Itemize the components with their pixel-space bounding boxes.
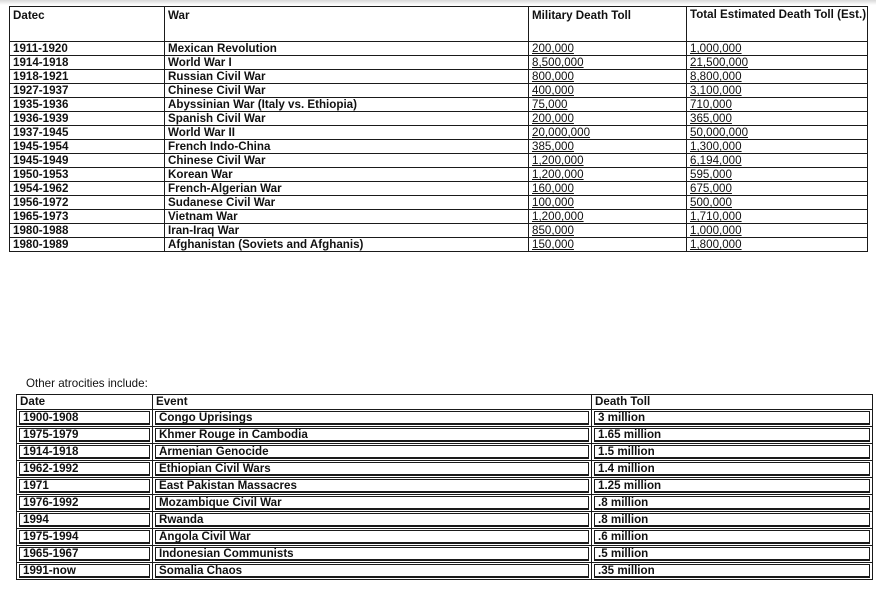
table-row	[17, 410, 873, 427]
table-row	[10, 84, 868, 98]
cell-total-death-toll: 675,000	[687, 182, 868, 196]
cell-total-death-toll: 595,000	[687, 168, 868, 182]
cell-war: Vietnam War	[165, 210, 529, 224]
header-total-estimated-death-toll: Total Estimated Death Toll (Est.)	[687, 7, 868, 42]
table-row	[10, 182, 868, 196]
cell-total-death-toll: 1,710,000	[687, 210, 868, 224]
cell-military-death-toll: 8,500,000	[529, 56, 687, 70]
cell-total-death-toll: 8,800,000	[687, 70, 868, 84]
cell-war: French-Algerian War	[165, 182, 529, 196]
table-row	[17, 546, 873, 563]
cell-death-toll	[592, 478, 873, 495]
cell-event-text: Somalia Chaos	[155, 564, 589, 578]
cell-date-text: 1994	[19, 513, 150, 527]
cell-military-death-toll: 850,000	[529, 224, 687, 238]
cell-event-text: Angola Civil War	[155, 530, 589, 544]
cell-total-death-toll: 50,000,000	[687, 126, 868, 140]
cell-death-toll	[592, 512, 873, 529]
cell-event-text: Rwanda	[155, 513, 589, 527]
table-row	[17, 512, 873, 529]
cell-military-death-toll: 75,000	[529, 98, 687, 112]
cell-military-death-toll: 1,200,000	[529, 210, 687, 224]
table-row	[10, 112, 868, 126]
cell-total-death-toll: 1,300,000	[687, 140, 868, 154]
cell-death-toll-text: .35 million	[594, 564, 870, 578]
cell-death-toll-text: .8 million	[594, 513, 870, 527]
cell-military-death-toll: 400,000	[529, 84, 687, 98]
table-row	[17, 529, 873, 546]
cell-dates: 1914-1918	[10, 56, 165, 70]
cell-date-text: 1975-1979	[19, 428, 150, 442]
cell-event-text: Ethiopian Civil Wars	[155, 462, 589, 476]
table-row	[17, 444, 873, 461]
cell-death-toll	[592, 546, 873, 563]
cell-military-death-toll: 200,000	[529, 42, 687, 56]
cell-date-text: 1991-now	[19, 564, 150, 578]
cell-date-text: 1965-1967	[19, 547, 150, 561]
cell-war: Russian Civil War	[165, 70, 529, 84]
cell-total-death-toll: 1,800,000	[687, 238, 868, 252]
cell-death-toll-text: 1.25 million	[594, 479, 870, 493]
cell-date	[17, 563, 153, 580]
cell-dates: 1954-1962	[10, 182, 165, 196]
table-row	[10, 98, 868, 112]
cell-military-death-toll: 200,000	[529, 112, 687, 126]
cell-date-text: 1975-1994	[19, 530, 150, 544]
cell-dates: 1980-1988	[10, 224, 165, 238]
wars-death-toll-table	[9, 6, 868, 252]
cell-dates: 1927-1937	[10, 84, 165, 98]
table-row	[10, 56, 868, 70]
header-war: War	[165, 7, 529, 42]
atrocities-table-body	[17, 410, 873, 580]
cell-date-text: 1914-1918	[19, 445, 150, 459]
cell-dates: 1945-1954	[10, 140, 165, 154]
table-row	[10, 168, 868, 182]
cell-total-death-toll: 21,500,000	[687, 56, 868, 70]
table-row	[10, 210, 868, 224]
table-row	[10, 154, 868, 168]
table-row	[10, 126, 868, 140]
header-date: Date	[17, 395, 153, 410]
cell-event	[153, 512, 592, 529]
cell-military-death-toll: 1,200,000	[529, 154, 687, 168]
cell-date	[17, 461, 153, 478]
cell-event-text: Indonesian Communists	[155, 547, 589, 561]
cell-event-text: Mozambique Civil War	[155, 496, 589, 510]
cell-death-toll	[592, 410, 873, 427]
cell-event-text: Armenian Genocide	[155, 445, 589, 459]
cell-total-death-toll: 3,100,000	[687, 84, 868, 98]
cell-event	[153, 444, 592, 461]
cell-war: World War II	[165, 126, 529, 140]
cell-date	[17, 546, 153, 563]
cell-military-death-toll: 100,000	[529, 196, 687, 210]
cell-war: Iran-Iraq War	[165, 224, 529, 238]
cell-event-text: East Pakistan Massacres	[155, 479, 589, 493]
cell-dates: 1945-1949	[10, 154, 165, 168]
header-military-death-toll: Military Death Toll	[529, 7, 687, 42]
atrocities-caption: Other atrocities include:	[26, 377, 148, 390]
wars-table-body	[10, 42, 868, 252]
cell-dates: 1918-1921	[10, 70, 165, 84]
header-death-toll: Death Toll	[592, 395, 873, 410]
cell-total-death-toll: 365,000	[687, 112, 868, 126]
cell-war: Afghanistan (Soviets and Afghanis)	[165, 238, 529, 252]
cell-military-death-toll: 800,000	[529, 70, 687, 84]
cell-date	[17, 478, 153, 495]
cell-dates: 1935-1936	[10, 98, 165, 112]
cell-event	[153, 495, 592, 512]
cell-date	[17, 410, 153, 427]
cell-death-toll	[592, 427, 873, 444]
cell-event	[153, 478, 592, 495]
cell-war: Sudanese Civil War	[165, 196, 529, 210]
cell-total-death-toll: 500,000	[687, 196, 868, 210]
cell-death-toll-text: .8 million	[594, 496, 870, 510]
cell-dates: 1950-1953	[10, 168, 165, 182]
cell-death-toll-text: .6 million	[594, 530, 870, 544]
cell-date-text: 1971	[19, 479, 150, 493]
cell-date	[17, 444, 153, 461]
cell-war: Chinese Civil War	[165, 84, 529, 98]
table-row	[17, 427, 873, 444]
atrocities-table	[16, 394, 873, 580]
cell-death-toll-text: 1.65 million	[594, 428, 870, 442]
cell-event	[153, 529, 592, 546]
cell-event-text: Congo Uprisings	[155, 411, 589, 425]
table-row	[17, 563, 873, 580]
wars-header-row	[10, 7, 868, 42]
cell-total-death-toll: 1,000,000	[687, 224, 868, 238]
table-row	[10, 238, 868, 252]
cell-death-toll-text: 3 million	[594, 411, 870, 425]
cell-event	[153, 546, 592, 563]
table-row	[10, 196, 868, 210]
cell-war: World War I	[165, 56, 529, 70]
cell-military-death-toll: 1,200,000	[529, 168, 687, 182]
table-row	[10, 224, 868, 238]
cell-date-text: 1900-1908	[19, 411, 150, 425]
cell-death-toll	[592, 495, 873, 512]
cell-dates: 1980-1989	[10, 238, 165, 252]
cell-event-text: Khmer Rouge in Cambodia	[155, 428, 589, 442]
cell-war: Chinese Civil War	[165, 154, 529, 168]
cell-date	[17, 529, 153, 546]
header-event: Event	[153, 395, 592, 410]
cell-dates: 1936-1939	[10, 112, 165, 126]
cell-death-toll-text: 1.4 million	[594, 462, 870, 476]
cell-event	[153, 563, 592, 580]
cell-event	[153, 427, 592, 444]
top-edge-shadow	[0, 0, 876, 5]
table-row	[17, 478, 873, 495]
cell-military-death-toll: 160,000	[529, 182, 687, 196]
cell-military-death-toll: 150,000	[529, 238, 687, 252]
cell-death-toll	[592, 529, 873, 546]
cell-dates: 1937-1945	[10, 126, 165, 140]
cell-death-toll	[592, 461, 873, 478]
table-row	[10, 70, 868, 84]
cell-war: Spanish Civil War	[165, 112, 529, 126]
table-row	[10, 42, 868, 56]
cell-death-toll-text: .5 million	[594, 547, 870, 561]
cell-event	[153, 461, 592, 478]
cell-military-death-toll: 20,000,000	[529, 126, 687, 140]
cell-death-toll	[592, 563, 873, 580]
cell-dates: 1965-1973	[10, 210, 165, 224]
atrocities-header-row	[17, 395, 873, 410]
cell-date	[17, 495, 153, 512]
cell-total-death-toll: 710,000	[687, 98, 868, 112]
cell-war: Mexican Revolution	[165, 42, 529, 56]
cell-dates: 1956-1972	[10, 196, 165, 210]
table-row	[10, 140, 868, 154]
cell-total-death-toll: 1,000,000	[687, 42, 868, 56]
cell-military-death-toll: 385,000	[529, 140, 687, 154]
cell-death-toll	[592, 444, 873, 461]
table-row	[17, 461, 873, 478]
cell-date	[17, 512, 153, 529]
header-dates: Datec	[10, 7, 165, 42]
cell-war: Korean War	[165, 168, 529, 182]
cell-total-death-toll: 6,194,000	[687, 154, 868, 168]
cell-death-toll-text: 1.5 million	[594, 445, 870, 459]
cell-date	[17, 427, 153, 444]
cell-dates: 1911-1920	[10, 42, 165, 56]
cell-date-text: 1962-1992	[19, 462, 150, 476]
cell-date-text: 1976-1992	[19, 496, 150, 510]
cell-war: Abyssinian War (Italy vs. Ethiopia)	[165, 98, 529, 112]
table-row	[17, 495, 873, 512]
cell-event	[153, 410, 592, 427]
cell-war: French Indo-China	[165, 140, 529, 154]
